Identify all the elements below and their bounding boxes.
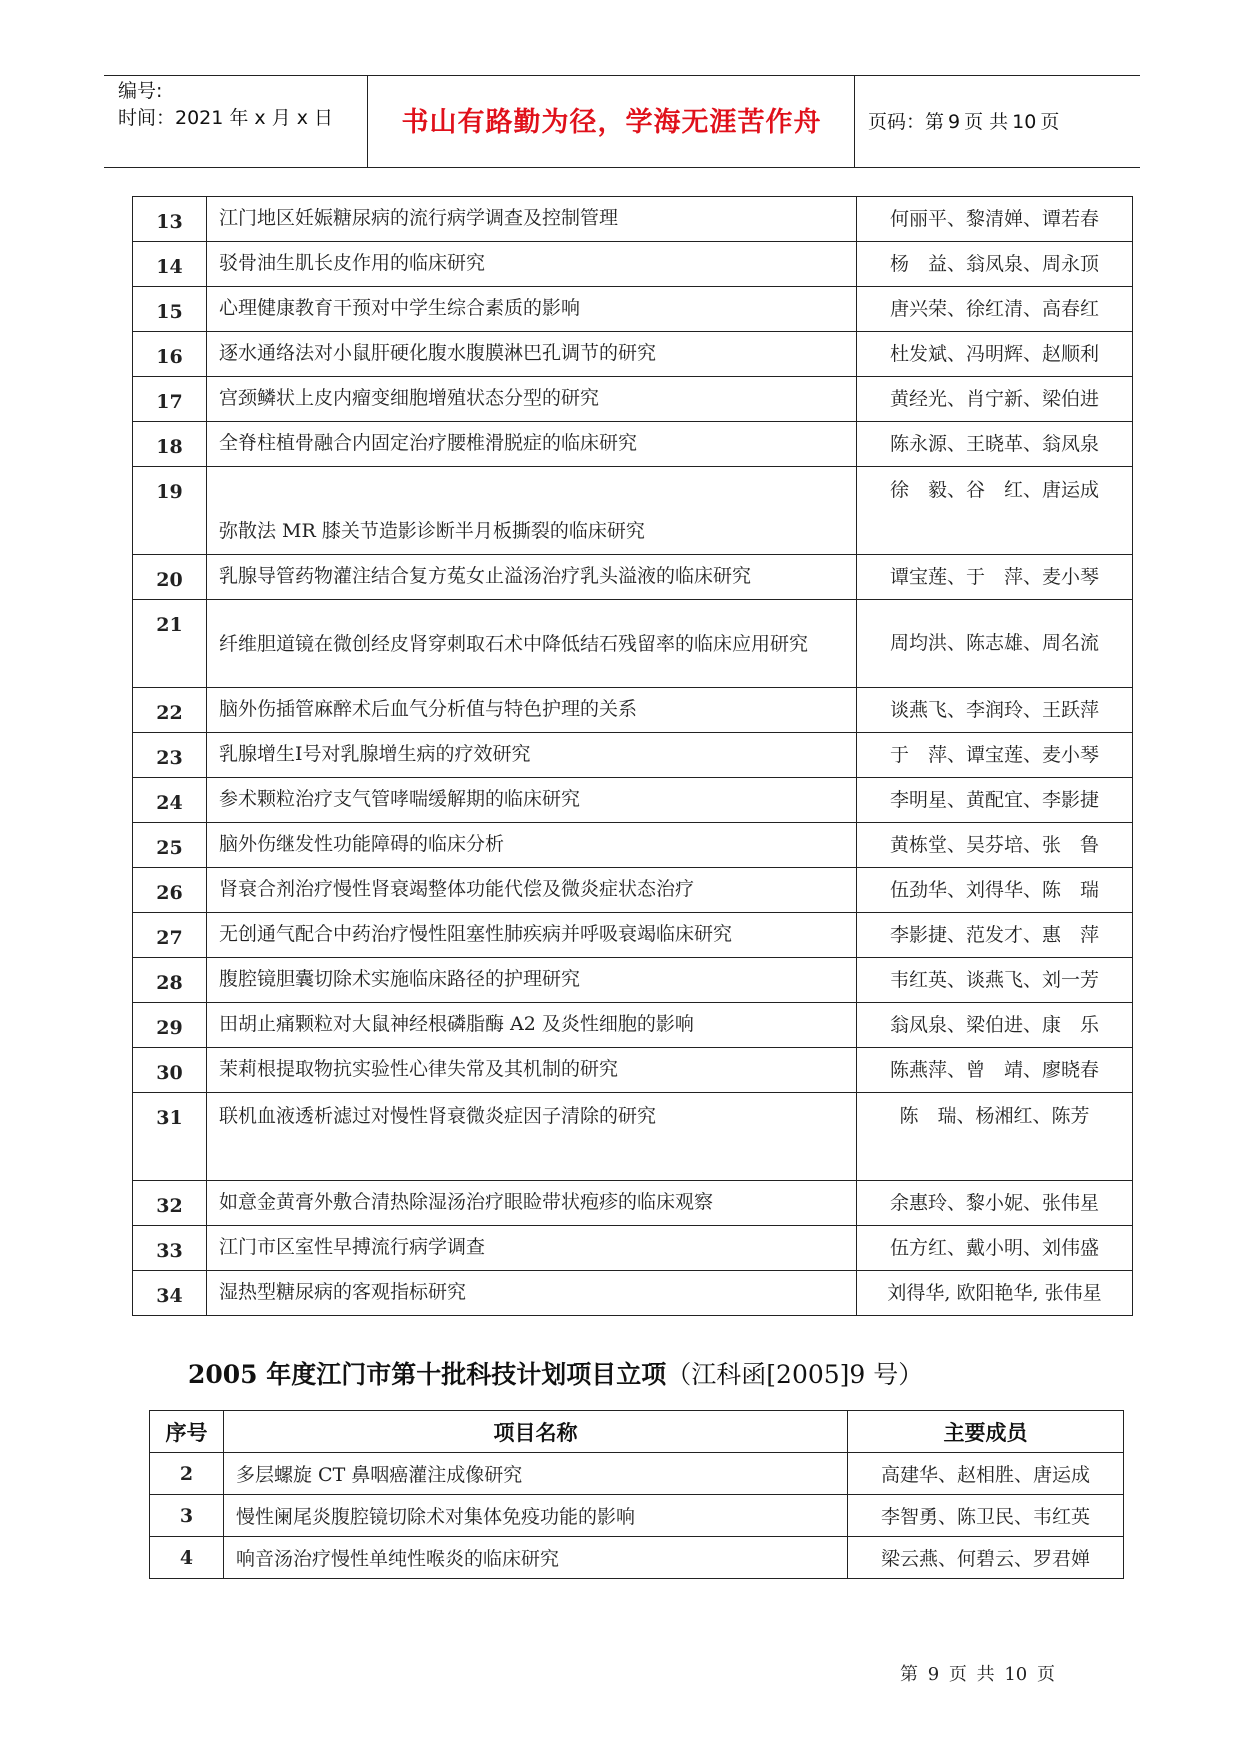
header-page-indicator <box>868 107 1063 134</box>
project-title: 逐水通络法对小鼠肝硬化腹水腹膜淋巴孔调节的研究 <box>207 332 857 377</box>
project-members: 李智勇、陈卫民、韦红英 <box>848 1495 1124 1537</box>
project-members: 何丽平、黎清婵、谭若春 <box>857 197 1133 242</box>
project-title: 江门市区室性早搏流行病学调查 <box>207 1226 857 1271</box>
page-middle: 页 共 <box>964 111 1009 133</box>
table-row <box>133 422 1133 467</box>
project-members: 刘得华, 欧阳艳华, 张伟星 <box>857 1271 1133 1316</box>
row-number: 32 <box>133 1181 207 1226</box>
project-members: 韦红英、谈燕飞、刘一芳 <box>857 958 1133 1003</box>
project-title: 全脊柱植骨融合内固定治疗腰椎滑脱症的临床研究 <box>207 422 857 467</box>
section-title-main: 2005 年度江门市第十批科技计划项目立项 <box>188 1360 667 1389</box>
page-suffix: 页 <box>1040 111 1060 133</box>
row-number: 29 <box>133 1003 207 1048</box>
header-num: 序号 <box>150 1411 224 1453</box>
header-title: 项目名称 <box>224 1411 848 1453</box>
header-meta <box>118 78 333 132</box>
row-number: 27 <box>133 913 207 958</box>
project-title: 弥散法 MR 膝关节造影诊断半月板撕裂的临床研究 <box>207 467 857 555</box>
project-title: 慢性阑尾炎腹腔镜切除术对集体免疫功能的影响 <box>224 1495 848 1537</box>
project-members: 黄经光、肖宁新、梁伯进 <box>857 377 1133 422</box>
table-row <box>133 1181 1133 1226</box>
project-members: 谈燕飞、李润玲、王跃萍 <box>857 688 1133 733</box>
row-number: 19 <box>133 467 207 555</box>
row-number: 25 <box>133 823 207 868</box>
table-row <box>133 1271 1133 1316</box>
row-number: 13 <box>133 197 207 242</box>
row-number: 4 <box>150 1537 224 1579</box>
project-members: 徐 毅、谷 红、唐运成 <box>857 467 1133 555</box>
table-row <box>133 242 1133 287</box>
project-members: 李明星、黄配宜、李影捷 <box>857 778 1133 823</box>
table-row <box>133 1226 1133 1271</box>
header-divider-right <box>854 76 855 167</box>
row-number: 23 <box>133 733 207 778</box>
project-title: 心理健康教育干预对中学生综合素质的影响 <box>207 287 857 332</box>
header-motto: 书山有路勤为径，学海无涯苦作舟 <box>401 107 822 138</box>
project-members: 谭宝莲、于 萍、麦小琴 <box>857 555 1133 600</box>
project-title: 纤维胆道镜在微创经皮肾穿刺取石术中降低结石残留率的临床应用研究 <box>207 600 857 688</box>
serial-label: 编号: <box>118 80 163 102</box>
header-divider-left <box>367 76 368 167</box>
project-title: 如意金黄膏外敷合清热除湿汤治疗眼睑带状疱疹的临床观察 <box>207 1181 857 1226</box>
table-row <box>133 913 1133 958</box>
table-row <box>133 600 1133 688</box>
row-number: 17 <box>133 377 207 422</box>
project-title: 无创通气配合中药治疗慢性阻塞性肺疾病并呼吸衰竭临床研究 <box>207 913 857 958</box>
row-number: 18 <box>133 422 207 467</box>
row-number: 3 <box>150 1495 224 1537</box>
project-title: 多层螺旋 CT 鼻咽癌灌注成像研究 <box>224 1453 848 1495</box>
project-members: 高建华、赵相胜、唐运成 <box>848 1453 1124 1495</box>
row-number: 16 <box>133 332 207 377</box>
section-title <box>188 1355 923 1391</box>
project-members: 杜发斌、冯明辉、赵顺利 <box>857 332 1133 377</box>
table-row <box>133 1093 1133 1181</box>
project-members: 陈 瑞、杨湘红、陈芳 <box>857 1093 1133 1181</box>
project-title: 联机血液透析滤过对慢性肾衰微炎症因子清除的研究 <box>207 1093 857 1181</box>
row-number: 34 <box>133 1271 207 1316</box>
project-title: 参术颗粒治疗支气管哮喘缓解期的临床研究 <box>207 778 857 823</box>
header-top-rule <box>104 75 1140 76</box>
project-title: 茉莉根提取物抗实验性心律失常及其机制的研究 <box>207 1048 857 1093</box>
table-row <box>133 555 1133 600</box>
row-number: 24 <box>133 778 207 823</box>
table-row <box>133 823 1133 868</box>
table-row <box>133 287 1133 332</box>
table-header-row <box>150 1411 1124 1453</box>
page-prefix: 页码：第 <box>868 111 945 133</box>
row-number: 31 <box>133 1093 207 1181</box>
table-row <box>133 868 1133 913</box>
project-members: 唐兴荣、徐红清、高春红 <box>857 287 1133 332</box>
table-row <box>133 688 1133 733</box>
project-title: 乳腺增生Ⅰ号对乳腺增生病的疗效研究 <box>207 733 857 778</box>
table-row <box>150 1453 1124 1495</box>
row-number: 21 <box>133 600 207 688</box>
project-members: 于 萍、谭宝莲、麦小琴 <box>857 733 1133 778</box>
table-row <box>133 733 1133 778</box>
project-title: 响音汤治疗慢性单纯性喉炎的临床研究 <box>224 1537 848 1579</box>
header-bottom-rule <box>104 167 1140 168</box>
project-members: 伍方红、戴小明、刘伟盛 <box>857 1226 1133 1271</box>
table-row <box>133 1003 1133 1048</box>
project-title: 宫颈鳞状上皮内瘤变细胞增殖状态分型的研究 <box>207 377 857 422</box>
row-number: 2 <box>150 1453 224 1495</box>
project-members: 周均洪、陈志雄、周名流 <box>857 600 1133 688</box>
row-number: 30 <box>133 1048 207 1093</box>
table-row <box>133 377 1133 422</box>
project-members: 余惠玲、黎小妮、张伟星 <box>857 1181 1133 1226</box>
project-members: 杨 益、翁凤泉、周永顶 <box>857 242 1133 287</box>
table-row <box>150 1495 1124 1537</box>
project-title: 肾衰合剂治疗慢性肾衰竭整体功能代偿及微炎症状态治疗 <box>207 868 857 913</box>
table-row <box>133 467 1133 555</box>
project-title: 湿热型糖尿病的客观指标研究 <box>207 1271 857 1316</box>
table-row <box>133 1048 1133 1093</box>
project-members: 梁云燕、何碧云、罗君婵 <box>848 1537 1124 1579</box>
project-members: 黄栋堂、吴芬培、张 鲁 <box>857 823 1133 868</box>
project-title: 江门地区妊娠糖尿病的流行病学调查及控制管理 <box>207 197 857 242</box>
row-number: 26 <box>133 868 207 913</box>
table-row <box>133 958 1133 1003</box>
project-members: 陈永源、王晓革、翁凤泉 <box>857 422 1133 467</box>
row-number: 22 <box>133 688 207 733</box>
row-number: 28 <box>133 958 207 1003</box>
project-members: 伍劲华、刘得华、陈 瑞 <box>857 868 1133 913</box>
row-number: 14 <box>133 242 207 287</box>
page-current: 9 <box>948 111 961 133</box>
page-total: 10 <box>1012 111 1037 133</box>
time-label: 时间：2021 年 x 月 x 日 <box>118 107 334 129</box>
row-number: 33 <box>133 1226 207 1271</box>
table-row <box>133 197 1133 242</box>
project-title: 腹腔镜胆囊切除术实施临床路径的护理研究 <box>207 958 857 1003</box>
project-title: 脑外伤插管麻醉术后血气分析值与特色护理的关系 <box>207 688 857 733</box>
project-title: 驳骨油生肌长皮作用的临床研究 <box>207 242 857 287</box>
page-footer: 第 9 页 共 10 页 <box>900 1664 1055 1685</box>
project-members: 翁凤泉、梁伯进、康 乐 <box>857 1003 1133 1048</box>
project-title: 乳腺导管药物灌注结合复方菟女止溢汤治疗乳头溢液的临床研究 <box>207 555 857 600</box>
project-title: 田胡止痛颗粒对大鼠神经根磷脂酶 A2 及炎性细胞的影响 <box>207 1003 857 1048</box>
project-title: 脑外伤继发性功能障碍的临床分析 <box>207 823 857 868</box>
table-row <box>150 1537 1124 1579</box>
project-members: 李影捷、范发才、惠 萍 <box>857 913 1133 958</box>
table-row <box>133 778 1133 823</box>
row-number: 15 <box>133 287 207 332</box>
projects-table-batch-10 <box>149 1410 1124 1579</box>
projects-table-continued <box>132 196 1133 1316</box>
header-members: 主要成员 <box>848 1411 1124 1453</box>
row-number: 20 <box>133 555 207 600</box>
table-row <box>133 332 1133 377</box>
section-title-note: （江科函[2005]9 号） <box>666 1360 924 1389</box>
project-members: 陈燕萍、曾 靖、廖晓春 <box>857 1048 1133 1093</box>
